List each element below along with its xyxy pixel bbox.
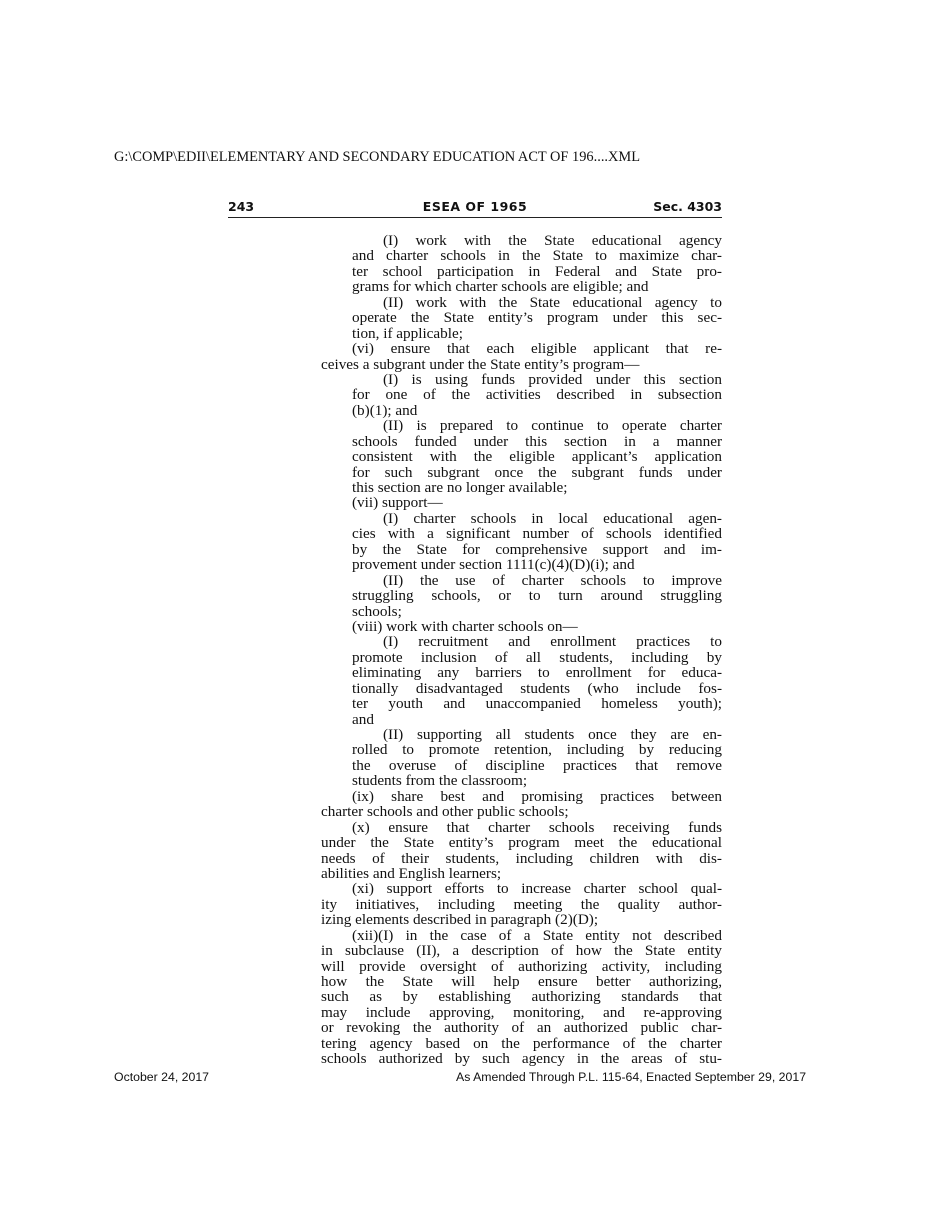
text-line: such as by establishing authorizing standards that: [321, 988, 722, 1006]
text-line: by the State for comprehensive support and im-: [352, 540, 722, 558]
text-line: (b)(1); and: [352, 401, 418, 419]
text-line: will provide oversight of authorizing activity, including: [321, 957, 722, 975]
text-line: (xii)(I) in the case of a State entity not described: [352, 926, 722, 944]
statute-text: [321, 233, 722, 1067]
text-line: may include approving, monitoring, and re-approving: [321, 1003, 722, 1021]
text-line: for such subgrant once the subgrant funds under: [352, 463, 722, 481]
file-path: G:\COMP\EDII\ELEMENTARY AND SECONDARY EDUCATION ACT OF 196....XML: [114, 149, 640, 165]
text-line: (ix) share best and promising practices between: [352, 787, 722, 805]
text-line: (vii) support—: [352, 494, 443, 512]
text-line: izing elements described in paragraph (2)(D);: [321, 911, 599, 929]
text-line: tionally disadvantaged students (who include fos-: [352, 679, 722, 697]
text-line: (II) the use of charter schools to improve: [383, 571, 722, 589]
text-line: schools;: [352, 602, 402, 620]
text-line: grams for which charter schools are eligible; and: [352, 278, 649, 296]
text-line: ity initiatives, including meeting the quality author-: [321, 895, 722, 913]
text-line: cies with a significant number of schools identified: [352, 525, 722, 543]
text-line: for one of the activities described in subsection: [352, 386, 722, 404]
text-line: rolled to promote retention, including by reducing: [352, 741, 722, 759]
page-number: 243: [228, 199, 255, 214]
text-line: tering agency based on the performance of the charter: [321, 1034, 722, 1052]
text-line: (vi) ensure that each eligible applicant that re-: [352, 340, 722, 358]
text-line: (II) work with the State educational agency to: [383, 293, 722, 311]
text-line: struggling schools, or to turn around struggling: [352, 587, 722, 605]
text-line: under the State entity’s program meet the educational: [321, 834, 722, 852]
text-line: this section are no longer available;: [352, 479, 568, 496]
text-line: (I) charter schools in local educational agen-: [383, 509, 722, 527]
text-line: and: [352, 710, 374, 728]
text-line: (viii) work with charter schools on—: [352, 617, 578, 635]
text-line: how the State will help ensure better authorizing,: [321, 973, 722, 990]
text-line: promote inclusion of all students, including by: [352, 648, 722, 666]
text-line: abilities and English learners;: [321, 864, 502, 882]
text-line: eliminating any barriers to enrollment for educa-: [352, 664, 722, 682]
text-line: students from the classroom;: [352, 772, 528, 790]
text-line: (I) recruitment and enrollment practices to: [383, 633, 722, 651]
text-line: ter school participation in Federal and State pro-: [352, 262, 722, 280]
text-line: tion, if applicable;: [352, 324, 463, 342]
text-line: (x) ensure that charter schools receiving funds: [352, 818, 722, 836]
text-line: provement under section 1111(c)(4)(D)(i); and: [352, 556, 635, 574]
text-line: ceives a subgrant under the State entity’s program—: [321, 355, 640, 373]
section-number: Sec. 4303: [653, 199, 722, 214]
text-line: operate the State entity’s program under this sec-: [352, 309, 722, 327]
text-line: and charter schools in the State to maximize char-: [352, 247, 722, 265]
text-line: (I) is using funds provided under this section: [383, 370, 722, 388]
text-line: the overuse of discipline practices that remove: [352, 756, 722, 774]
text-line: consistent with the eligible applicant’s application: [352, 448, 722, 466]
text-line: needs of their students, including children with dis-: [321, 849, 722, 867]
text-line: ter youth and unaccompanied homeless youth);: [352, 695, 722, 713]
text-line: in subclause (II), a description of how the State entity: [321, 942, 722, 960]
text-line: schools authorized by such agency in the areas of stu-: [321, 1050, 722, 1068]
text-line: (I) work with the State educational agency: [383, 232, 722, 249]
text-line: (xi) support efforts to increase charter school qual-: [352, 880, 722, 898]
running-head: [228, 199, 722, 218]
text-line: (II) is prepared to continue to operate charter: [383, 417, 722, 435]
act-title: ESEA OF 1965: [422, 199, 528, 214]
text-line: schools funded under this section in a manner: [352, 432, 722, 450]
text-line: or revoking the authority of an authorized public char-: [321, 1019, 722, 1037]
text-line: charter schools and other public schools;: [321, 803, 569, 821]
footer-date: October 24, 2017: [114, 1070, 210, 1084]
footer-amended: As Amended Through P.L. 115-64, Enacted September 29, 2017: [456, 1070, 807, 1084]
text-line: (II) supporting all students once they are en-: [383, 726, 722, 743]
